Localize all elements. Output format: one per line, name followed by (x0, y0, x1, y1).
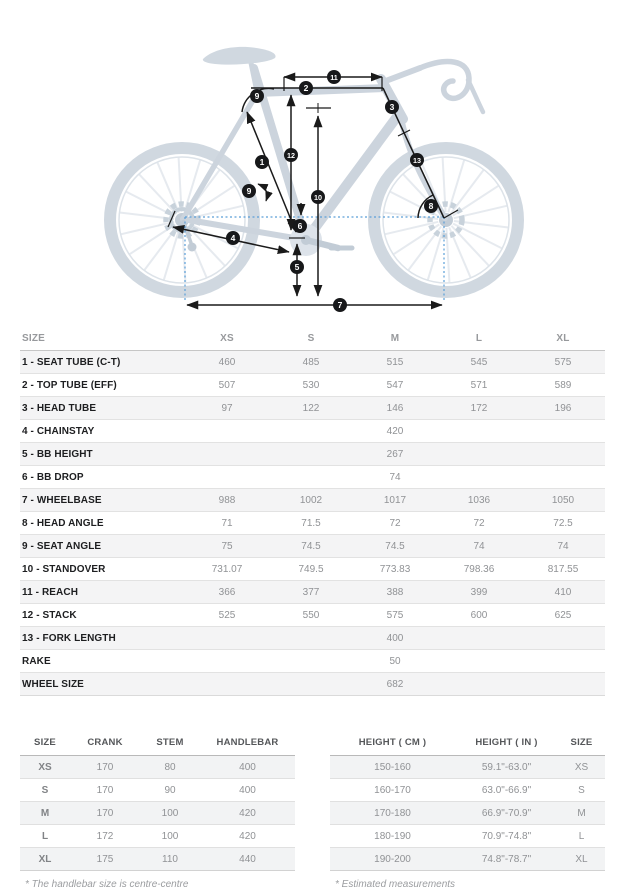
table-cell: 170-180 (330, 802, 455, 825)
table-cell: 110 (140, 848, 200, 871)
column-header: HANDLEBAR (200, 730, 295, 756)
table-cell: 66.9"-70.9" (455, 802, 558, 825)
geometry-value: 525 (185, 604, 269, 627)
geometry-row (20, 512, 605, 535)
geometry-value: 550 (269, 604, 353, 627)
geometry-row (20, 650, 605, 673)
callout-4-label: 4 (230, 233, 236, 243)
table-cell: 180-190 (330, 825, 455, 848)
table-cell: S (20, 779, 70, 802)
geometry-row-label: 9 - SEAT ANGLE (20, 535, 185, 558)
geometry-value: 72.5 (521, 512, 605, 535)
table-cell: M (558, 802, 605, 825)
geometry-value: 72 (437, 512, 521, 535)
table-cell: 172 (70, 825, 140, 848)
table-cell: 400 (200, 779, 295, 802)
geometry-row-label: WHEEL SIZE (20, 673, 185, 696)
geometry-value: 731.07 (185, 558, 269, 581)
column-header: SIZE (558, 730, 605, 756)
table-cell: 170 (70, 802, 140, 825)
table-cell: 190-200 (330, 848, 455, 871)
callout-6-label: 6 (297, 221, 303, 231)
table-cell: L (558, 825, 605, 848)
geometry-value: 366 (185, 581, 269, 604)
geometry-value: 571 (437, 374, 521, 397)
geometry-row (20, 558, 605, 581)
geometry-value: 1036 (437, 489, 521, 512)
geometry-row-label: 12 - STACK (20, 604, 185, 627)
geometry-value-shared: 50 (185, 650, 605, 673)
geometry-table-body (20, 351, 605, 696)
callout-10-label: 10 (314, 193, 322, 202)
geometry-value: 460 (218, 356, 236, 368)
callout-7-label: 7 (337, 300, 343, 310)
table-cell: 59.1"-63.0" (481, 761, 532, 773)
column-header: HEIGHT ( CM ) (330, 730, 455, 756)
table-cell: 74.8"-78.7" (455, 848, 558, 871)
geometry-value: 122 (269, 397, 353, 420)
geometry-row (20, 581, 605, 604)
geometry-value: 410 (521, 581, 605, 604)
geometry-value: 817.55 (521, 558, 605, 581)
geometry-row-label: 11 - REACH (20, 581, 185, 604)
table-cell: XL (20, 848, 70, 871)
geometry-value: 545 (470, 356, 488, 368)
geometry-row-label: 5 - BB HEIGHT (20, 443, 185, 466)
table-cell: 170 (96, 761, 114, 773)
geometry-row (20, 443, 605, 466)
measurement-annotations (168, 77, 458, 305)
bike-diagram-svg (0, 0, 625, 322)
table-row (330, 756, 605, 779)
table-cell: 420 (200, 802, 295, 825)
table-row (330, 848, 605, 871)
geometry-value-shared: 400 (185, 627, 605, 650)
geometry-row-label: 7 - WHEELBASE (20, 489, 185, 512)
geometry-size-column-header: L (437, 326, 521, 351)
geometry-value: 749.5 (269, 558, 353, 581)
geometry-value-shared: 420 (185, 420, 605, 443)
callout-9-label: 9 (246, 186, 252, 196)
components-table (20, 730, 295, 871)
table-row (20, 802, 295, 825)
geometry-value: 600 (437, 604, 521, 627)
geometry-value: 507 (185, 374, 269, 397)
table-cell: 175 (70, 848, 140, 871)
geometry-value: 547 (353, 374, 437, 397)
geometry-size-column-header: XS (185, 326, 269, 351)
saddle (203, 47, 276, 65)
geometry-value: 388 (353, 581, 437, 604)
geometry-value: 988 (185, 489, 269, 512)
table-row (20, 779, 295, 802)
callout-1-label: 1 (259, 157, 265, 167)
geometry-value: 172 (437, 397, 521, 420)
column-header: STEM (140, 730, 200, 756)
sizing-footnote: * Estimated measurements (335, 879, 456, 890)
geometry-value: 72 (353, 512, 437, 535)
geometry-row (20, 627, 605, 650)
geometry-value: 485 (302, 356, 320, 368)
table-cell: XS (38, 761, 52, 773)
table-cell: 90 (140, 779, 200, 802)
geometry-value-shared: 74 (185, 466, 605, 489)
geometry-row (20, 374, 605, 397)
geometry-row (20, 604, 605, 627)
brake-lever (468, 80, 483, 112)
table-cell: 420 (200, 825, 295, 848)
table-row (20, 825, 295, 848)
geometry-size-label-header: SIZE (20, 326, 185, 351)
table-cell: 160-170 (330, 779, 455, 802)
column-header: HEIGHT ( IN ) (455, 730, 558, 756)
table-cell: XL (558, 848, 605, 871)
geometry-value: 74 (437, 535, 521, 558)
geometry-value: 589 (521, 374, 605, 397)
geometry-value: 97 (185, 397, 269, 420)
geometry-value: 196 (521, 397, 605, 420)
geometry-value: 798.36 (437, 558, 521, 581)
stem (383, 68, 420, 82)
geometry-value-shared: 682 (185, 673, 605, 696)
bottom-bracket (301, 235, 311, 245)
table-cell: M (20, 802, 70, 825)
table-row (330, 825, 605, 848)
geometry-table-header (20, 326, 605, 351)
callout-2-label: 2 (303, 83, 309, 93)
table-cell: 80 (164, 761, 176, 773)
column-header: SIZE (20, 730, 70, 756)
geometry-row (20, 397, 605, 420)
geometry-value: 74.5 (353, 535, 437, 558)
geometry-value: 74 (521, 535, 605, 558)
geometry-row-label: 1 - SEAT TUBE (C-T) (22, 356, 121, 368)
geometry-table (20, 326, 605, 696)
geometry-row-label: 13 - FORK LENGTH (20, 627, 185, 650)
bike-silhouette (110, 47, 518, 292)
geometry-value: 575 (554, 356, 572, 368)
callout-13-label: 13 (413, 156, 421, 165)
geometry-row (20, 489, 605, 512)
geometry-value: 1002 (269, 489, 353, 512)
table-cell: 400 (239, 761, 256, 773)
table-cell: XS (574, 761, 589, 773)
column-header: CRANK (70, 730, 140, 756)
geometry-row (20, 535, 605, 558)
geometry-value: 399 (437, 581, 521, 604)
geometry-row-label: 10 - STANDOVER (20, 558, 185, 581)
bottom-tables (0, 730, 625, 890)
geometry-row (20, 466, 605, 489)
geometry-value: 625 (521, 604, 605, 627)
table-row (20, 756, 295, 779)
table-cell: 150-160 (374, 761, 411, 773)
table-cell: 70.9"-74.8" (455, 825, 558, 848)
bike-geometry-diagram (0, 0, 625, 322)
rider-size-table (330, 730, 605, 871)
geometry-row-label: 8 - HEAD ANGLE (20, 512, 185, 535)
geometry-row (20, 673, 605, 696)
geometry-row-label: 6 - BB DROP (20, 466, 185, 489)
table-cell: L (20, 825, 70, 848)
geometry-value: 515 (386, 356, 404, 368)
geometry-value: 71.5 (269, 512, 353, 535)
table-cell: 440 (200, 848, 295, 871)
geometry-value: 530 (269, 374, 353, 397)
geometry-row-label: 4 - CHAINSTAY (20, 420, 185, 443)
geometry-value: 575 (353, 604, 437, 627)
table-row (20, 848, 295, 871)
table-row (330, 779, 605, 802)
rider-sizing-section (330, 730, 605, 890)
geometry-value: 1050 (521, 489, 605, 512)
geometry-value: 71 (185, 512, 269, 535)
table-cell: 170 (70, 779, 140, 802)
geometry-value: 74.5 (269, 535, 353, 558)
components-footnote: * The handlebar size is centre-centre (25, 879, 189, 890)
geometry-row (20, 420, 605, 443)
geometry-value-shared: 267 (185, 443, 605, 466)
table-cell: S (558, 779, 605, 802)
table-cell: 100 (140, 825, 200, 848)
callout-11-label: 11 (330, 73, 338, 82)
geometry-value: 146 (353, 397, 437, 420)
geometry-size-column-header: XL (521, 326, 605, 351)
geometry-value: 377 (269, 581, 353, 604)
geometry-value: 773.83 (353, 558, 437, 581)
callout-12-label: 12 (287, 151, 295, 160)
components-section (20, 730, 295, 890)
geometry-size-column-header: M (353, 326, 437, 351)
table-cell: 63.0"-66.9" (455, 779, 558, 802)
table-row (330, 802, 605, 825)
seat-angle-arrow (258, 184, 267, 201)
callout-9-label: 9 (254, 91, 260, 101)
callout-5-label: 5 (294, 262, 300, 272)
geometry-row-label: 3 - HEAD TUBE (20, 397, 185, 420)
handlebar (420, 62, 469, 99)
callout-8-label: 8 (428, 201, 434, 211)
callout-3-label: 3 (389, 102, 395, 112)
geometry-size-column-header: S (269, 326, 353, 351)
geometry-value: 75 (185, 535, 269, 558)
geometry-row (20, 351, 605, 374)
geometry-row-label: RAKE (20, 650, 185, 673)
geometry-value: 1017 (353, 489, 437, 512)
geometry-row-label: 2 - TOP TUBE (EFF) (20, 374, 185, 397)
table-cell: 100 (140, 802, 200, 825)
